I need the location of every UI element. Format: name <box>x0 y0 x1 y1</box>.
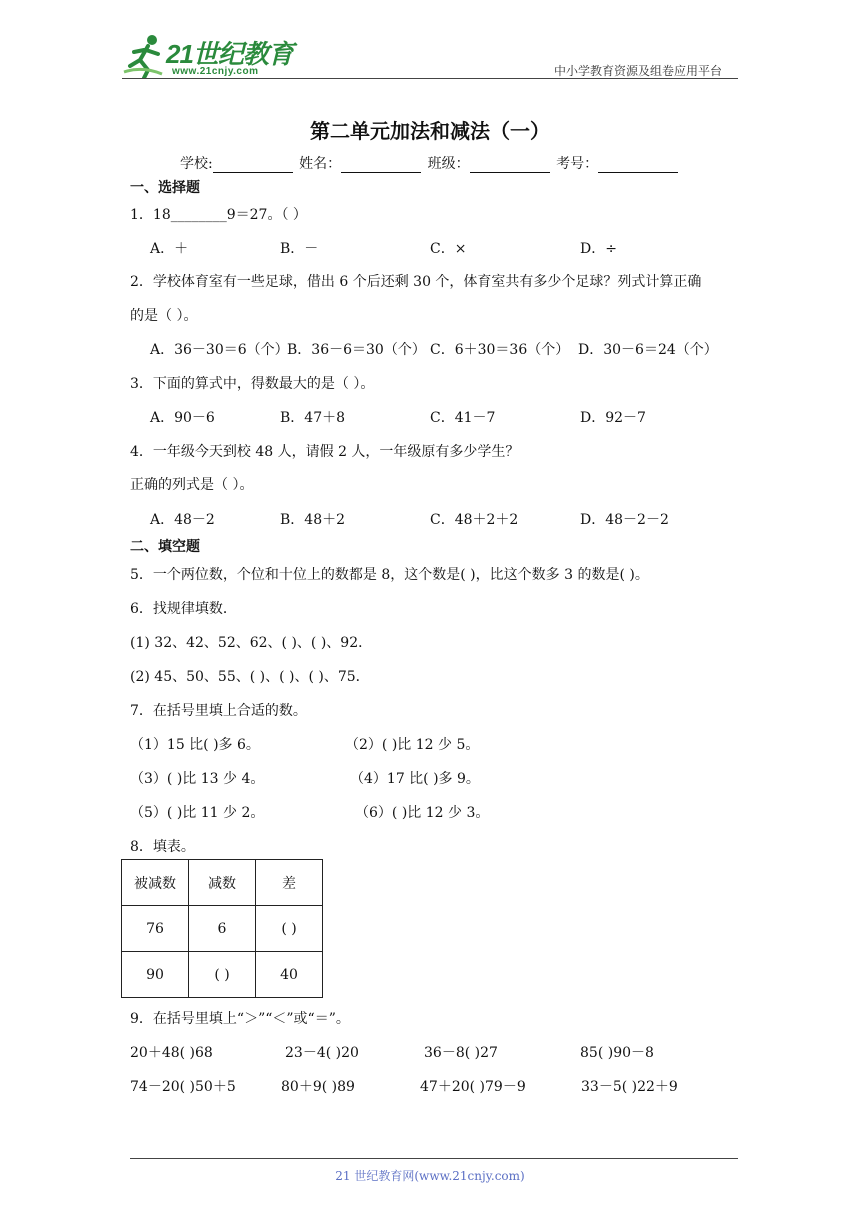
student-info-line <box>180 153 680 173</box>
table-header-cell: 被减数 <box>122 860 189 906</box>
q3-option-c[interactable]: C．41－7 <box>430 410 496 426</box>
footer-divider <box>130 1158 738 1159</box>
name-label: 姓名： <box>299 156 342 172</box>
section-heading-fill: 二、填空题 <box>130 539 200 555</box>
q2-option-b[interactable]: B．36－6＝30（个） <box>287 342 426 358</box>
question-9: 9．在括号里填上“＞”“＜”或“＝”。 <box>130 1011 350 1027</box>
question-6: 6．找规律填数． <box>130 601 237 617</box>
school-label: 学校: <box>180 156 213 172</box>
table-cell: 90 <box>122 952 189 998</box>
q9-item: 23－4( )20 <box>285 1045 359 1061</box>
table-header-cell: 差 <box>256 860 323 906</box>
question-6-part-2: (2) 45、50、55、( )、( )、( )、75． <box>130 669 370 685</box>
subtraction-table <box>121 859 323 998</box>
class-label: 班级： <box>427 156 470 172</box>
q9-item: 74－20( )50＋5 <box>130 1079 236 1095</box>
table-cell: 40 <box>256 952 323 998</box>
q7-item-6: （6）( )比 12 少 3。 <box>355 805 490 821</box>
q3-option-d[interactable]: D．92－7 <box>580 410 646 426</box>
class-blank[interactable] <box>470 158 550 173</box>
section-heading-choice: 一、选择题 <box>130 180 200 196</box>
question-6-part-1: (1) 32、42、52、62、( )、( )、92． <box>130 635 373 651</box>
q9-item: 47＋20( )79－9 <box>420 1079 526 1095</box>
q4-option-a[interactable]: A．48－2 <box>150 512 215 528</box>
q1-option-c[interactable]: C．× <box>430 241 467 257</box>
site-logo <box>122 32 292 82</box>
footer-link[interactable]: 21 世纪教育网(www.21cnjy.com) <box>335 1169 525 1183</box>
q7-item-1: （1）15 比( )多 6。 <box>130 737 260 753</box>
q9-item: 85( )90－8 <box>580 1045 654 1061</box>
q2-option-d[interactable]: D．30－6＝24（个） <box>578 342 718 358</box>
q7-item-4: （4）17 比( )多 9。 <box>350 771 480 787</box>
q1-option-d[interactable]: D．÷ <box>580 241 617 257</box>
q7-item-3: （3）( )比 13 少 4。 <box>130 771 265 787</box>
q3-option-b[interactable]: B．47＋8 <box>280 410 346 426</box>
q1-option-a[interactable]: A．＋ <box>150 241 189 257</box>
logo-url: www.21cnjy.com <box>172 66 259 77</box>
q4-option-d[interactable]: D．48－2－2 <box>580 512 669 528</box>
question-1: 1．18________9＝27。（ ） <box>130 207 307 223</box>
q4-option-b[interactable]: B．48＋2 <box>280 512 346 528</box>
table-cell-blank[interactable]: ( ) <box>256 906 323 952</box>
table-header-row <box>122 860 323 906</box>
table-cell-blank[interactable]: ( ) <box>189 952 256 998</box>
header-divider <box>122 78 738 79</box>
exam-no-blank[interactable] <box>598 158 678 173</box>
question-4-cont: 正确的列式是（ ）。 <box>130 477 254 493</box>
question-3: 3．下面的算式中，得数最大的是（ ）。 <box>130 376 375 392</box>
table-header-cell: 减数 <box>189 860 256 906</box>
runner-icon <box>122 32 166 78</box>
q2-option-c[interactable]: C．6＋30＝36（个） <box>430 342 570 358</box>
q4-option-c[interactable]: C．48＋2＋2 <box>430 512 519 528</box>
q7-item-5: （5）( )比 11 少 2。 <box>130 805 265 821</box>
header-platform-text: 中小学教育资源及组卷应用平台 <box>553 64 722 78</box>
q9-item: 36－8( )27 <box>424 1045 498 1061</box>
question-8: 8．填表。 <box>130 839 195 855</box>
table-row <box>122 952 323 998</box>
page-title: 第二单元加法和减法（一） <box>310 119 550 143</box>
table-row <box>122 906 323 952</box>
exam-no-label: 考号： <box>556 156 599 172</box>
question-2: 2．学校体育室有一些足球，借出 6 个后还剩 30 个，体育室共有多少个足球？列式计算正确 <box>130 274 702 290</box>
table-cell: 76 <box>122 906 189 952</box>
logo-text: 21世纪教育 <box>166 39 293 69</box>
school-blank[interactable] <box>213 158 293 173</box>
name-blank[interactable] <box>341 158 421 173</box>
question-4: 4．一年级今天到校 48 人，请假 2 人，一年级原有多少学生？ <box>130 444 520 460</box>
question-7: 7．在括号里填上合适的数。 <box>130 703 307 719</box>
q9-item: 80＋9( )89 <box>281 1079 355 1095</box>
q9-item: 33－5( )22＋9 <box>581 1079 678 1095</box>
question-5: 5．一个两位数，个位和十位上的数都是 8，这个数是( )，比这个数多 3 的数是( )。 <box>130 567 649 583</box>
q9-item: 20＋48( )68 <box>130 1045 213 1061</box>
q7-item-2: （2）( )比 12 少 5。 <box>345 737 480 753</box>
q2-option-a[interactable]: A．36－30＝6（个） <box>150 342 289 358</box>
q1-option-b[interactable]: B．－ <box>280 241 319 257</box>
q3-option-a[interactable]: A．90－6 <box>150 410 215 426</box>
question-2-cont: 的是（ ）。 <box>130 308 198 324</box>
table-cell: 6 <box>189 906 256 952</box>
